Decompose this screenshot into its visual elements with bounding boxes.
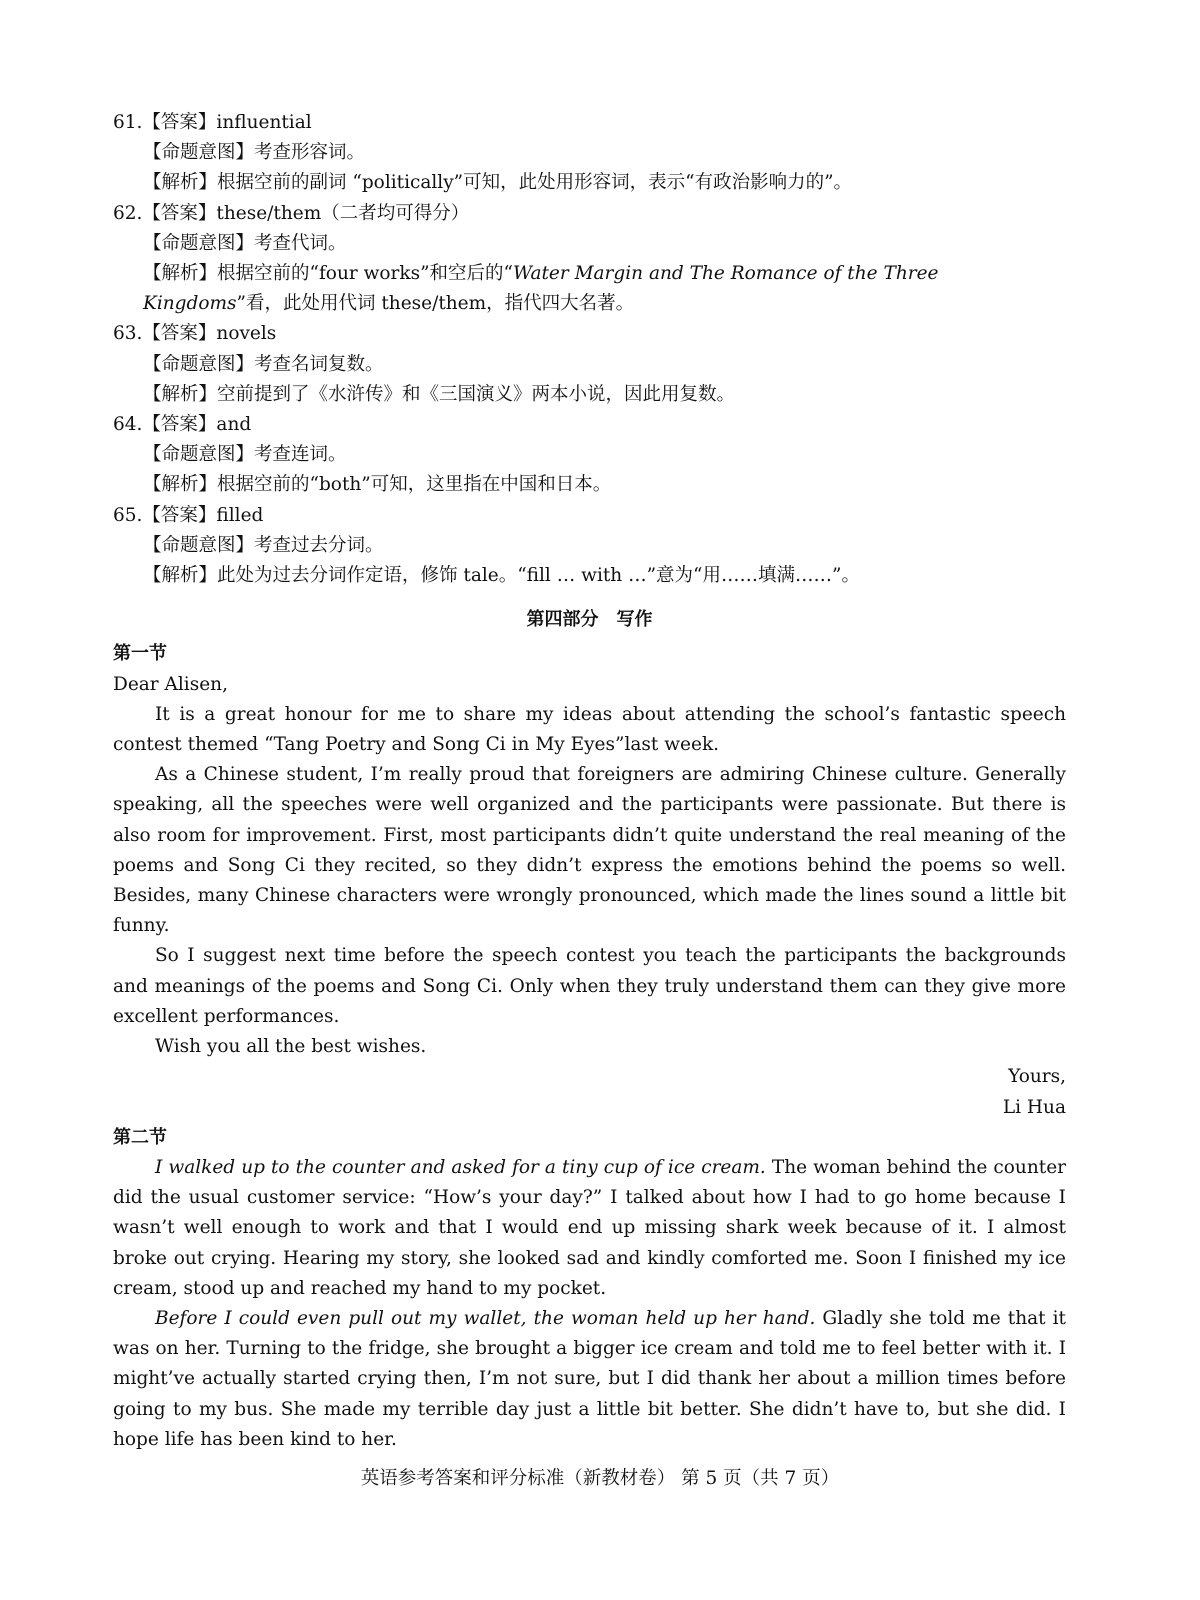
part4-heading bbox=[113, 605, 1066, 635]
section1-title: 第一节 bbox=[113, 643, 167, 665]
letter-paragraph-3: So I suggest next time before the speech contest you teach the participants the backgrounds and meanings of the poems and Song Ci. Only when they truly understand them can they give more excellent performances. bbox=[113, 945, 1066, 1027]
q61-intent: 【命题意图】考查形容词。 bbox=[143, 142, 366, 164]
story-paragraph-1-given-sentence: I walked up to the counter and asked for a tiny cup of ice cream. bbox=[155, 1156, 766, 1178]
q63-analysis: 【解析】空前提到了《水浒传》和《三国演义》两本小说，因此用复数。 bbox=[143, 383, 736, 405]
section2-title: 第二节 bbox=[113, 1126, 167, 1148]
q62-answer: 62.【答案】these/them（二者均可得分） bbox=[113, 202, 470, 224]
part4-heading-title: 写作 bbox=[616, 609, 653, 631]
answer-key-page bbox=[113, 108, 1066, 1455]
story-paragraph-2-given-sentence: Before I could even pull out my wallet, the woman held up her hand. bbox=[155, 1307, 816, 1329]
q63-answer: 63.【答案】novels bbox=[113, 323, 277, 345]
story-paragraph-2 bbox=[113, 1304, 1066, 1455]
q64-analysis: 【解析】根据空前的“both”可知，这里指在中国和日本。 bbox=[143, 474, 612, 496]
q65-analysis: 【解析】此处为过去分词作定语，修饰 tale。“fill … with …”意为“用……填满……”。 bbox=[143, 565, 860, 587]
letter-paragraph-4: Wish you all the best wishes. bbox=[155, 1036, 427, 1058]
q62-intent: 【命题意图】考查代词。 bbox=[143, 232, 347, 254]
story-paragraph-1-body: The woman behind the counter did the usual customer service: “How’s your day?” I talked about how I had to go home because I wasn’t well enough to work and that I would end up missing shark week because of it. I almost broke out crying. Hearing my story, she looked sad and kindly comforted me. Soon I finished my ice cream, stood up and reached my hand to my pocket. bbox=[113, 1156, 1066, 1299]
part4-heading-label: 第四部分 bbox=[526, 609, 599, 631]
q63-intent: 【命题意图】考查名词复数。 bbox=[143, 353, 384, 375]
letter-paragraph-2: As a Chinese student, I’m really proud that foreigners are admiring Chinese culture. Generally speaking, all the speeches were well organized and the participants were passionate. But there is also room for improvement. First, most participants didn’t quite understand the real meaning of the poems and Song Ci they recited, so they didn’t express the emotions behind the poems so well. Besides, many Chinese characters were wrongly pronounced, which made the lines sound a little bit funny. bbox=[113, 764, 1066, 937]
letter-greeting: Dear Alisen, bbox=[113, 673, 228, 695]
q62-analysis bbox=[143, 259, 1066, 319]
q62-analysis-post: ”看，此处用代词 these/them，指代四大名著。 bbox=[236, 293, 635, 315]
story-paragraph-1 bbox=[113, 1153, 1066, 1304]
page-footer: 英语参考答案和评分标准（新教材卷） 第 5 页（共 7 页） bbox=[360, 1468, 840, 1489]
q62-analysis-pre: 【解析】根据空前的“four works”和空后的“ bbox=[143, 263, 514, 285]
letter-closing: Yours, bbox=[1008, 1066, 1066, 1088]
q64-answer: 64.【答案】and bbox=[113, 414, 252, 436]
letter-paragraph-1: It is a great honour for me to share my ideas about attending the school’s fantastic speech contest themed “Tang Poetry and Song Ci in My Eyes”last week. bbox=[113, 703, 1066, 756]
letter-signature: Li Hua bbox=[1002, 1096, 1066, 1118]
q65-intent: 【命题意图】考查过去分词。 bbox=[143, 534, 384, 556]
q62-analysis-book-titles: Water Margin and The Romance of the Three Kingdoms bbox=[143, 263, 939, 315]
story-paragraph-2-body: Gladly she told me that it was on her. Turning to the fridge, she brought a bigger ice cream and told me to feel better with it. I might’ve actually started crying then, I’m not sure, but I did thank her about a million times before going to my bus. She made my terrible day just a little bit better. She didn’t have to, but she did. I hope life has been kind to her. bbox=[113, 1307, 1066, 1450]
q61-analysis: 【解析】根据空前的副词 “politically”可知，此处用形容词，表示“有政治影响力的”。 bbox=[143, 172, 853, 194]
q64-intent: 【命题意图】考查连词。 bbox=[143, 444, 347, 466]
q61-answer: 61.【答案】influential bbox=[113, 112, 312, 133]
q65-answer: 65.【答案】filled bbox=[113, 504, 264, 526]
